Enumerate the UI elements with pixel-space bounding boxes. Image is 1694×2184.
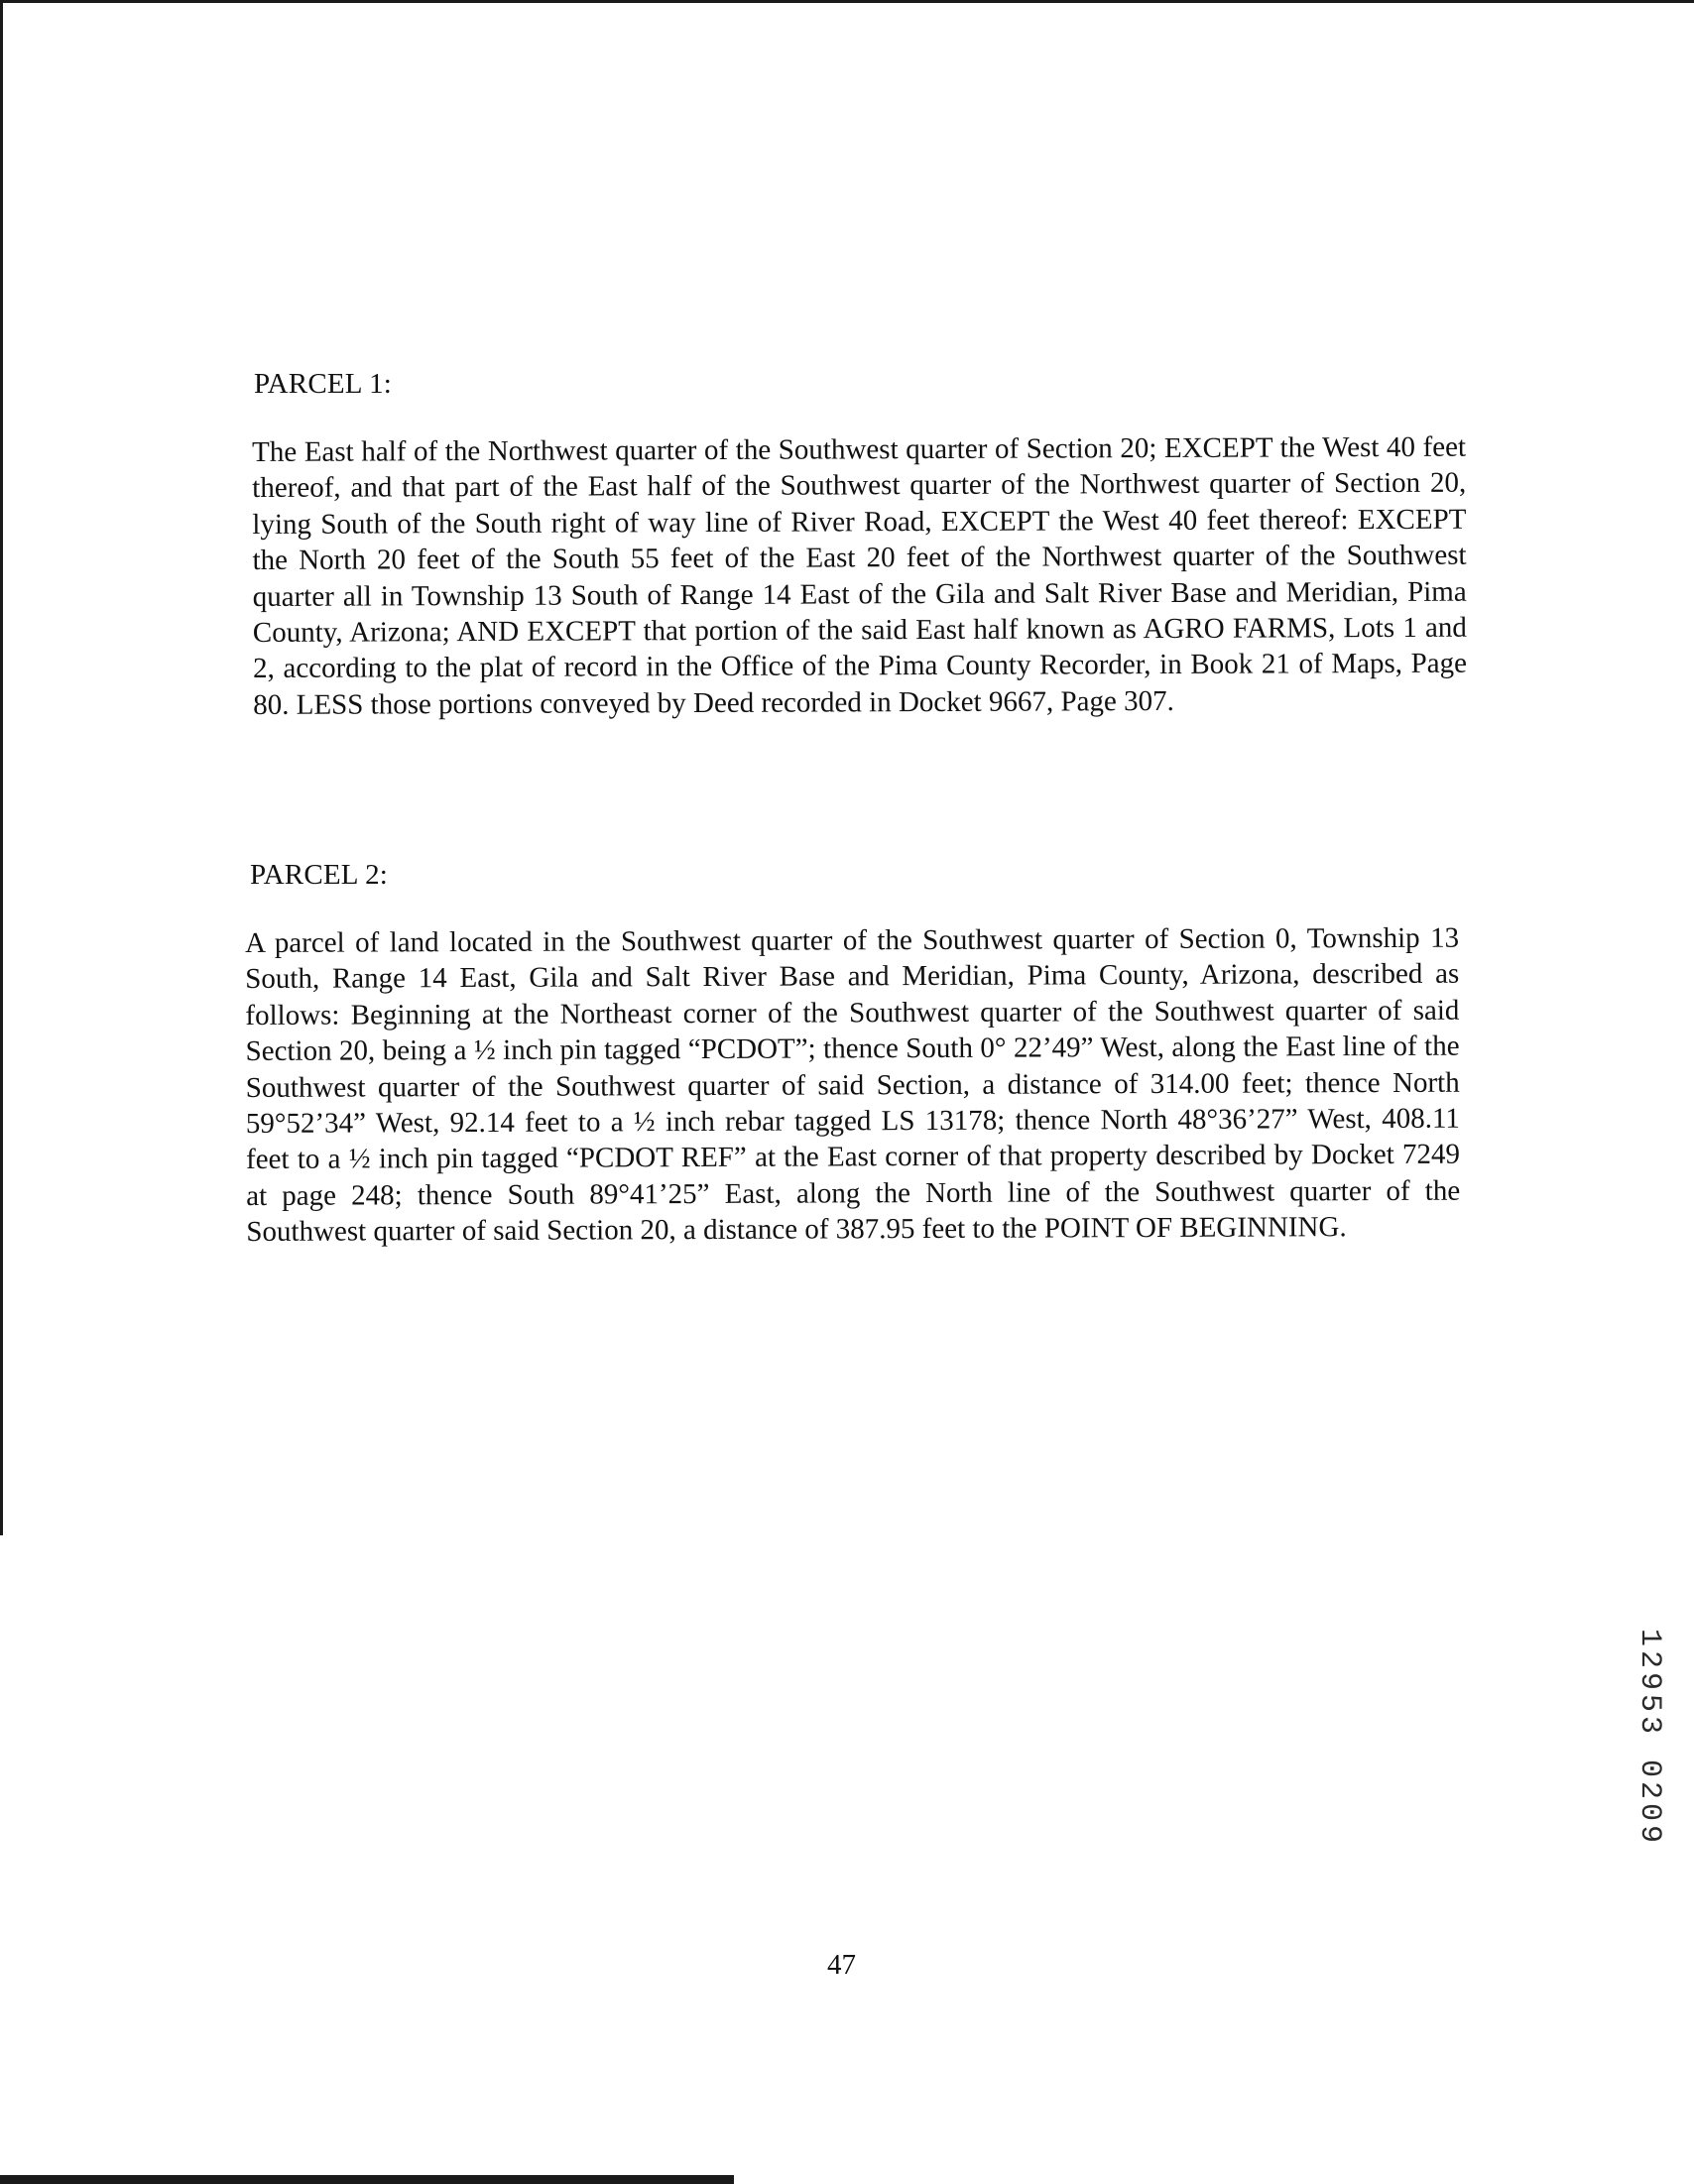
parcel-2-description: A parcel of land located in the Southwest quarter of the Southwest quarter of Section 0, Township 13 South, Range 14 East, Gila and Salt River Base and Meridian, Pima County, Arizona, described as follows: Beginning at the Northeast corner of the Southwest quarter of the Southwest quarter of said Section 20, being a ½ inch pin tagged “PCDOT”; thence South 0° 22’49” West, along the East line of the Southwest quarter of the Southwest quarter of said Section, a distance of 314.00 feet; thence North 59°52’34” West, 92.14 feet to a ½ inch rebar tagged LS 13178; thence North 48°36’27” West, 408.11 feet to a ½ inch pin tagged “PCDOT REF” at the East corner of that property described by Docket 7249 at page 248; thence South 89°41’25” East, along the North line of the Southwest quarter of the Southwest quarter of said Section 20, a distance of 387.95 feet to the POINT OF BEGINNING. xyxy=(245,921,1461,1249)
parcel-1-heading: PARCEL 1: xyxy=(254,368,393,400)
scan-border-bottom xyxy=(0,2175,734,2184)
scan-border-top xyxy=(0,0,1694,3)
recording-stamp xyxy=(1630,1599,1669,1877)
recording-stamp-text: 12953 0209 xyxy=(1633,1628,1666,1848)
parcel-1-description: The East half of the Northwest quarter of the Southwest quarter of Section 20; EXCEPT the West 40 feet thereof, and that part of the East half of the Southwest quarter of the Northwest quarter of Section 20, lying South of the South right of way line of River Road, EXCEPT the West 40 feet thereof: EXCEPT the North 20 feet of the South 55 feet of the East 20 feet of the Northwest quarter of the Southwest quarter all in Township 13 South of Range 14 East of the Gila and Salt River Base and Meridian, Pima County, Arizona; AND EXCEPT that portion of the said East half known as AGRO FARMS, Lots 1 and 2, according to the plat of record in the Office of the Pima County Recorder, in Book 21 of Maps, Page 80. LESS those portions conveyed by Deed recorded in Docket 9667, Page 307. xyxy=(252,430,1468,721)
page-number: 47 xyxy=(827,1949,856,1981)
scan-border-left xyxy=(0,0,3,1535)
parcel-2-heading: PARCEL 2: xyxy=(250,859,389,891)
